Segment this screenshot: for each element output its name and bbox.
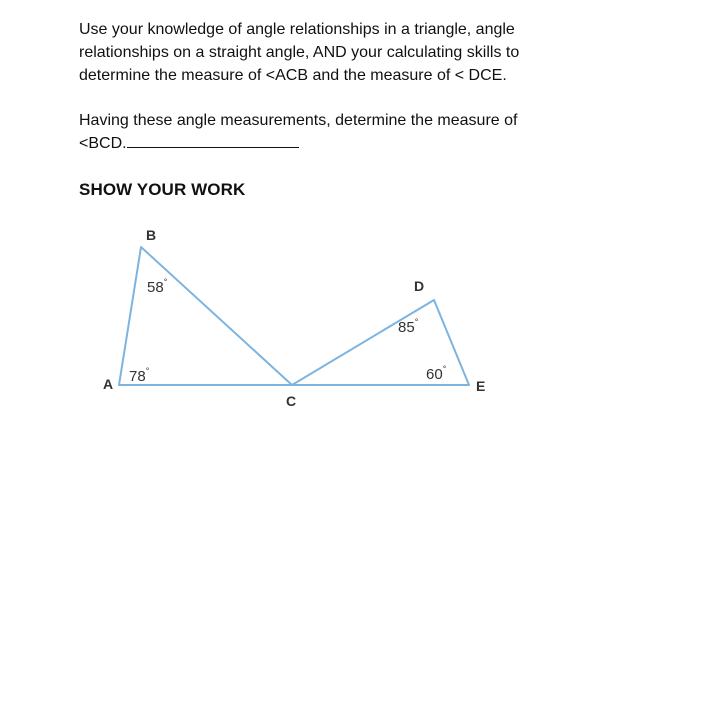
angle-e-value: 60 (426, 366, 443, 383)
vertex-label-b: B (146, 227, 157, 243)
instruction-line-2: relationships on a straight angle, AND your calculating skills to (79, 44, 520, 61)
instruction-line-1: Use your knowledge of angle relationships in a triangle, angle (79, 21, 515, 38)
angle-a-value: 78 (129, 368, 146, 385)
instruction-line-5: <BCD. (79, 135, 127, 152)
vertex-label-a: A (103, 376, 114, 392)
angle-label-d (398, 317, 419, 336)
vertex-label-e: E (476, 378, 486, 394)
angle-e-unit: ° (442, 364, 447, 374)
instruction-line-4: Having these angle measurements, determine the measure of (79, 112, 518, 129)
angle-d-unit: ° (414, 317, 419, 327)
angle-label-b (147, 277, 168, 296)
show-work-heading: SHOW YOUR WORK (79, 180, 246, 199)
angle-b-unit: ° (163, 277, 168, 287)
angle-b-value: 58 (147, 279, 164, 296)
instruction-line-3: determine the measure of <ACB and the measure of < DCE. (79, 67, 507, 84)
vertex-label-c: C (286, 393, 297, 409)
angle-label-e (426, 364, 447, 383)
angle-a-unit: ° (145, 366, 150, 376)
triangle-abc (119, 247, 292, 385)
vertex-label-d: D (414, 278, 425, 294)
angle-label-a (129, 366, 150, 385)
angle-d-value: 85 (398, 319, 415, 336)
